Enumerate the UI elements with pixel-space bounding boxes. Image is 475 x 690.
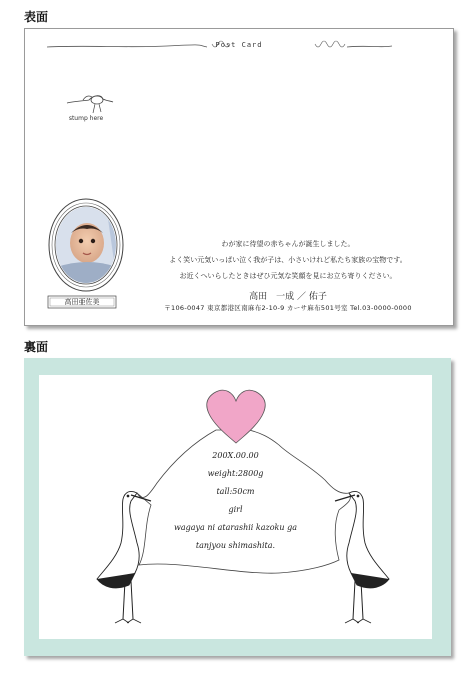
banner-message-line: wagaya ni atarashii kazoku ga xyxy=(174,523,297,532)
stork-right xyxy=(335,491,389,623)
postcard-title: Post Card xyxy=(215,41,263,49)
stamp-label: stump here xyxy=(68,115,104,122)
baby-photo xyxy=(47,197,125,297)
message-line: わが家に待望の赤ちゃんが誕生しました。 xyxy=(221,240,355,248)
back-section-label: 裏面 xyxy=(24,340,49,354)
baby-gender: girl xyxy=(228,505,243,514)
message-line: よく笑い元気いっぱい泣く我が子は、小さいけれど私たち家族の宝物です。 xyxy=(169,256,407,264)
banner-message-line: tanjyou shimashita. xyxy=(195,541,276,550)
front-section-label: 表面 xyxy=(24,10,49,24)
sender-names: 高田 一成 ／ 佑子 xyxy=(249,292,327,302)
birth-weight: weight:2800g xyxy=(207,469,264,478)
baby-name: 高田亜佐美 xyxy=(64,298,100,306)
birth-date: 200X.00.00 xyxy=(212,451,259,460)
postcard-front xyxy=(24,28,454,326)
name-plate xyxy=(47,295,117,309)
birth-height: tall:50cm xyxy=(216,487,255,496)
address-line: 〒106-0047 東京都港区南麻布2-10-9 カーサ麻布501号室 Tel.03-0000-0000 xyxy=(164,304,412,312)
postcard-back-inner xyxy=(39,375,432,639)
postcard-back xyxy=(24,358,451,656)
message-line: お近くへいらしたときはぜひ元気な笑顔を見にお立ち寄りください。 xyxy=(179,272,397,280)
